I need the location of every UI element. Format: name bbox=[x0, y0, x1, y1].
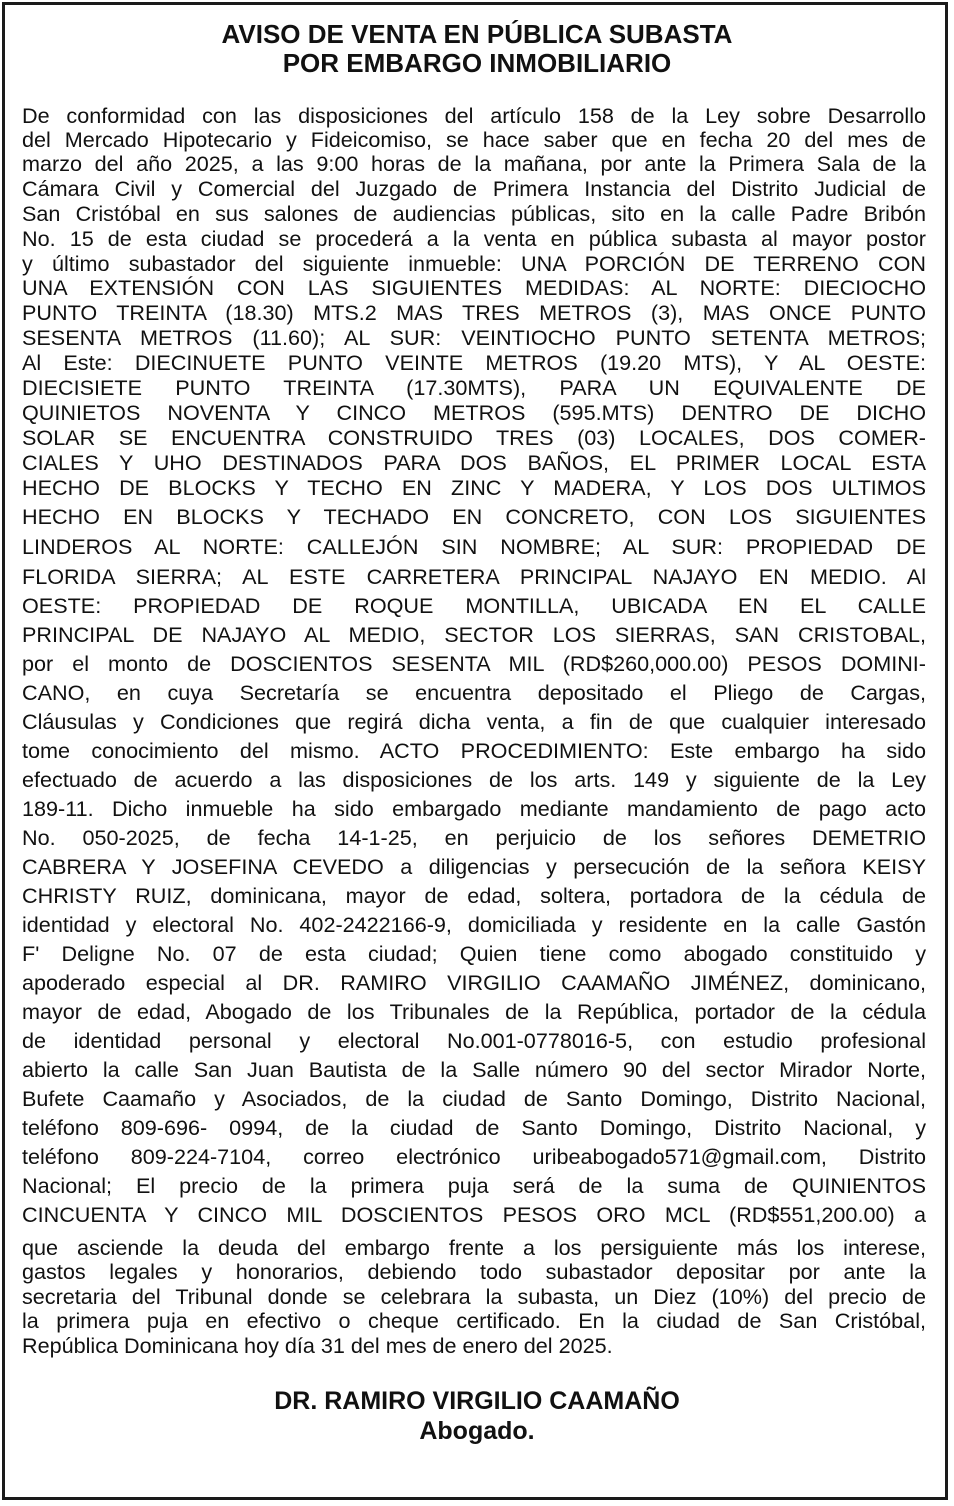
body-line: teléfono 809-696- 0994, de la ciudad de Santo Domingo, Distrito Nacional, y bbox=[22, 1115, 926, 1140]
title-line-1: AVISO DE VENTA EN PÚBLICA SUBASTA bbox=[221, 19, 733, 49]
body-line: Bufete Caamaño y Asociados, de la ciudad de Santo Domingo, Distrito Nacional, bbox=[22, 1086, 926, 1111]
body-line: LINDEROS AL NORTE: CALLEJÓN SIN NOMBRE; AL SUR: PROPIEDAD DE bbox=[22, 534, 926, 559]
body-line: Nacional; El precio de la primera puja será de la suma de QUINIENTOS bbox=[22, 1173, 926, 1198]
body-line: República Dominicana hoy día 31 del mes de enero del 2025. bbox=[22, 1333, 613, 1358]
body-line: SOLAR SE ENCUENTRA CONSTRUIDO TRES (03) LOCALES, DOS COMER- bbox=[22, 425, 926, 450]
body-line: San Cristóbal en sus salones de audiencias públicas, sito en la calle Padre Bribón bbox=[22, 201, 926, 226]
body-line: HECHO DE BLOCKS Y TECHO EN ZINC Y MADERA, Y LOS DOS ULTIMOS bbox=[22, 475, 926, 500]
body-line: QUINIETOS NOVENTA Y CINCO METROS (595.MTS) DENTRO DE DICHO bbox=[22, 400, 926, 425]
body-line: No. 15 de esta ciudad se procederá a la venta en pública subasta al mayor postor bbox=[22, 226, 926, 251]
body-line: F' Deligne No. 07 de esta ciudad; Quien tiene como abogado constituido y bbox=[22, 941, 926, 966]
body-line: por el monto de DOSCIENTOS SESENTA MIL (RD$260,000.00) PESOS DOMINI- bbox=[22, 651, 926, 676]
body-line: CANO, en cuya Secretaría se encuentra depositado el Pliego de Cargas, bbox=[22, 680, 926, 705]
signature-block bbox=[0, 1386, 954, 1446]
body-line: DIECISIETE PUNTO TREINTA (17.30MTS), PARA UN EQUIVALENTE DE bbox=[22, 375, 926, 400]
body-line: SESENTA METROS (11.60); AL SUR: VEINTIOCHO PUNTO SETENTA METROS; bbox=[22, 325, 926, 350]
body-line: 189-11. Dicho inmueble ha sido embargado mediante mandamiento de pago acto bbox=[22, 796, 926, 821]
body-line: De conformidad con las disposiciones del artículo 158 de la Ley sobre Desarrollo bbox=[22, 103, 926, 128]
body-line: CHRISTY RUIZ, dominicana, mayor de edad, soltera, portadora de la cédula de bbox=[22, 883, 926, 908]
body-line: UNA EXTENSIÓN CON LAS SIGUIENTES MEDIDAS: AL NORTE: DIECIOCHO bbox=[22, 275, 926, 300]
body-line: CINCUENTA Y CINCO MIL DOSCIENTOS PESOS ORO MCL (RD$551,200.00) a bbox=[22, 1202, 926, 1227]
body-line: secretaria del Tribunal donde se celebrara la subasta, un Diez (10%) del precio de bbox=[22, 1284, 926, 1309]
body-line: apoderado especial al DR. RAMIRO VIRGILIO CAAMAÑO JIMÉNEZ, dominicano, bbox=[22, 970, 926, 995]
title-line-2: POR EMBARGO INMOBILIARIO bbox=[282, 48, 672, 78]
body-line: PUNTO TREINTA (18.30) MTS.2 MAS TRES METROS (3), MAS ONCE PUNTO bbox=[22, 300, 926, 325]
body-line: CABRERA Y JOSEFINA CEVEDO a diligencias y persecución de la señora KEISY bbox=[22, 854, 926, 879]
body-line: No. 050-2025, de fecha 14-1-25, en perjuicio de los señores DEMETRIO bbox=[22, 825, 926, 850]
body-line: y último subastador del siguiente inmueble: UNA PORCIÓN DE TERRENO CON bbox=[22, 251, 926, 276]
body-line: Cámara Civil y Comercial del Juzgado de Primera Instancia del Distrito Judicial de bbox=[22, 176, 926, 201]
body-line: identidad y electoral No. 402-2422166-9, domiciliada y residente en la calle Gastón bbox=[22, 912, 926, 937]
body-line: la primera puja en efectivo o cheque certificado. En la ciudad de San Cristóbal, bbox=[22, 1308, 926, 1333]
body-line: marzo del año 2025, a las 9:00 horas de la mañana, por ante la Primera Sala de la bbox=[22, 151, 926, 176]
body-line: tome conocimiento del mismo. ACTO PROCEDIMIENTO: Este embargo ha sido bbox=[22, 738, 926, 763]
body-line: mayor de edad, Abogado de los Tribunales de la República, portador de la cédula bbox=[22, 999, 926, 1024]
body-line: gastos legales y honorarios, debiendo todo subastador depositar por ante la bbox=[22, 1259, 926, 1284]
body-line: FLORIDA SIERRA; AL ESTE CARRETERA PRINCIPAL NAJAYO EN MEDIO. Al bbox=[22, 564, 926, 589]
body-line: OESTE: PROPIEDAD DE ROQUE MONTILLA, UBICADA EN EL CALLE bbox=[22, 593, 926, 618]
signature-name: DR. RAMIRO VIRGILIO CAAMAÑO bbox=[274, 1387, 680, 1415]
body-line: que asciende la deuda del embargo frente a los persiguiente más los interese, bbox=[22, 1235, 926, 1260]
body-line: Cláusulas y Condiciones que regirá dicha venta, a fin de que cualquier interesado bbox=[22, 709, 926, 734]
body-line: Al Este: DIECINUETE PUNTO VEINTE METROS (19.20 MTS), Y AL OESTE: bbox=[22, 350, 926, 375]
signature-role: Abogado. bbox=[419, 1417, 535, 1445]
body-line: de identidad personal y electoral No.001-0778016-5, con estudio profesional bbox=[22, 1028, 926, 1053]
body-line: del Mercado Hipotecario y Fideicomiso, se hace saber que en fecha 20 del mes de bbox=[22, 127, 926, 152]
body-line: teléfono 809-224-7104, correo electrónico uribeabogado571@gmail.com, Distrito bbox=[22, 1144, 926, 1169]
body-line: abierto la calle San Juan Bautista de la Salle número 90 del sector Mirador Norte, bbox=[22, 1057, 926, 1082]
body-line: PRINCIPAL DE NAJAYO AL MEDIO, SECTOR LOS SIERRAS, SAN CRISTOBAL, bbox=[22, 622, 926, 647]
body-line: CIALES Y UHO DESTINADOS PARA DOS BAÑOS, EL PRIMER LOCAL ESTA bbox=[22, 450, 926, 475]
body-line: HECHO EN BLOCKS Y TECHADO EN CONCRETO, CON LOS SIGUIENTES bbox=[22, 504, 926, 529]
body-line: efectuado de acuerdo a las disposiciones de los arts. 149 y siguiente de la Ley bbox=[22, 767, 926, 792]
notice-title bbox=[0, 20, 954, 78]
